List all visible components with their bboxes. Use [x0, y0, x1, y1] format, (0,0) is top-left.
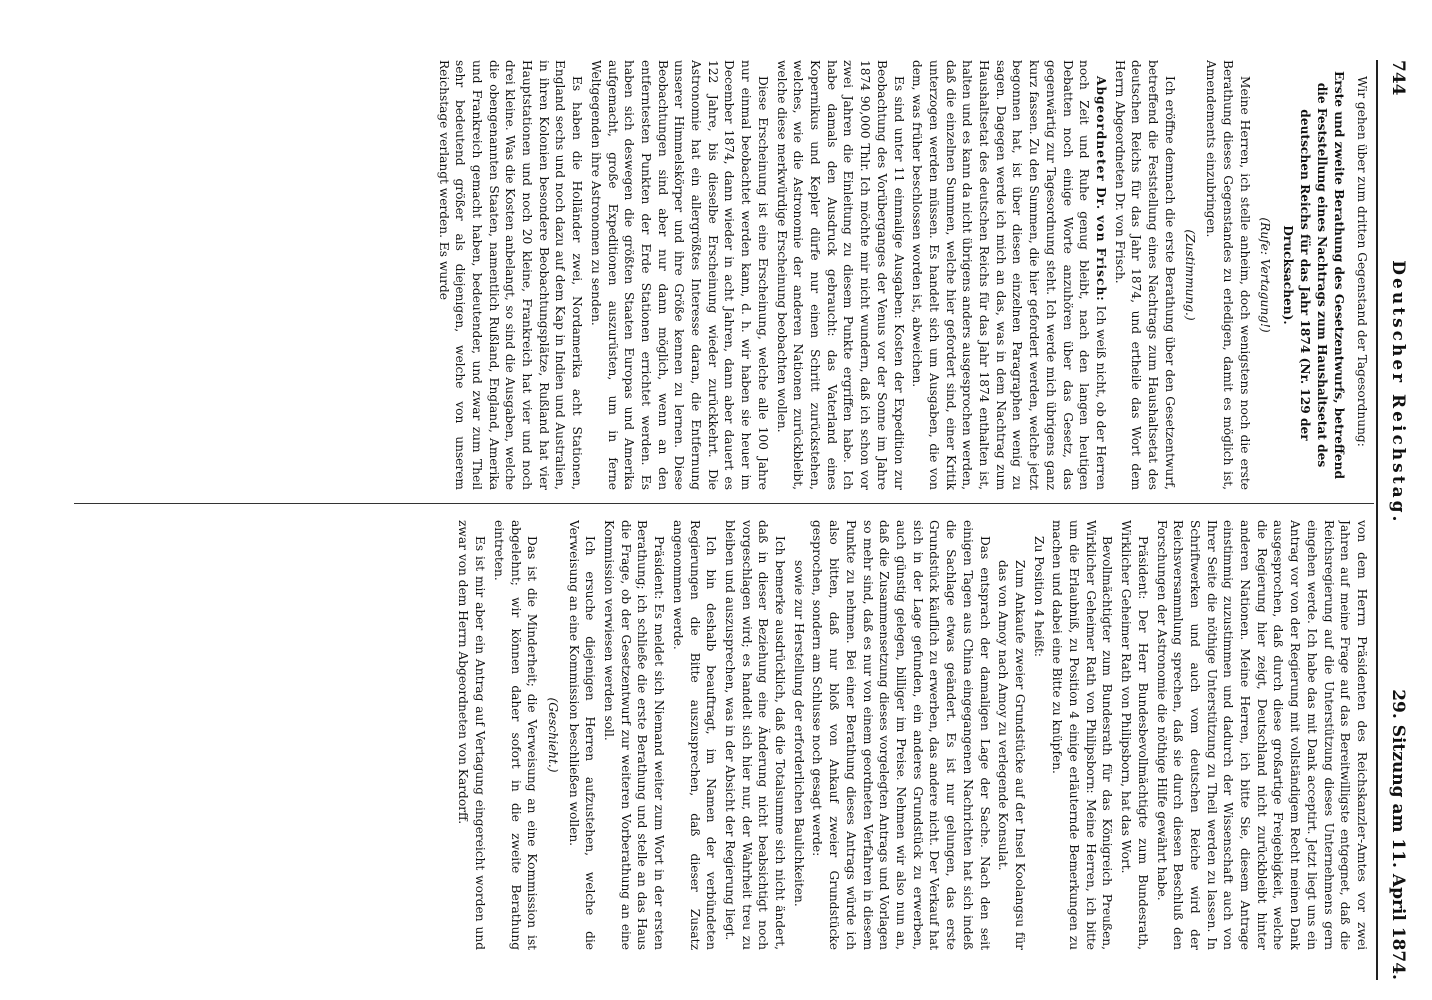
column-divider: [74, 503, 1374, 504]
paragraph: Ich ersuche diejenigen Herren aufzustehen, welche die Verweisung an eine Kommission beschließen wollen.: [566, 520, 598, 950]
paragraph: Ich bemerke ausdrücklich, daß die Totalsumme sich nicht ändert, daß in dieser Beziehung eine Änderung nicht beabsichtigt noch vorgeschlagen wird; es handelt sich hier nur, der Wahrheit treu zu bleiben und auszusprechen, was in der Absicht der Regierung liegt.: [722, 520, 788, 950]
paragraph: Es haben die Holländer zwei, Nordamerika acht Stationen, England sechs und noch dazu auf dem Kap in Indien und Australien, in ihren Kolonien besondere Beobachtungsplätze, Rußland hat vier Hauptstationen und noch 20 kleine, Frankreich hat vier und noch drei kleine. Was die Kosten anbelangt, so sind die Ausgaben, welche die obengenannten Staaten, namentlich Rußland, England, Amerika und Frankreich gemacht haben, bedeutender, und zwar zum Theil sehr bedeutend größer als diejenigen, welche von unserem Reichstage verlangt werden. Es wurde: [436, 60, 585, 490]
paragraph: Präsident: Der Herr Bundesbevollmächtigte zum Bundesrath, Wirklicher Geheimer Rath von Philipsborn, hat das Wort.: [1119, 520, 1150, 950]
paragraph: von dem Herrn Präsidenten des Reichskanzler-Amtes vor zwei Jahren auf meine Frage auf das Bereitwilligste entgegnet, daß die Reichsregierung auf die Unterstützung dieses Unternehmens gern eingehen werde. Ich habe das mit Dank acceptirt. Jetzt liegt uns ein Antrag vor von der Regierung mit vollständigem Recht meinen Dank ausgesprochen, daß durch diese großartige Freigebigkeit, welche die Regierung hier zeigt, Deutschland nicht zurückbleibt hinter anderen Nationen. Meine Herren, ich bitte Sie, diesem Antrage einstimmig zuzustimmen und dadurch der Wissenschaft auch von Ihrer Seite die nöthige Unterstützung zu Theil werden zu lassen. In Schriftwerken und auch vom deutschen Reiche wird der Reichsversammlung sprechen, daß sie durch diesen Beschluß den Forschungen der Astronomie die nöthige Hilfe gewährt habe.: [1154, 520, 1369, 950]
paragraph: Präsident: Es meldet sich Niemand weiter zum Wort in der ersten Berathung; ich schließe die erste Berathung und stelle an das Haus die Frage, ob der Gesetzentwurf zur weiteren Vorberathung an eine Kommission verwiesen werden soll.: [602, 520, 667, 950]
paragraph: Diese Erscheinung ist eine Erscheinung, welche alle 100 Jahre nur einmal beobachtet werden kann, d. h. wir haben sie heuer im December 1874, dann wieder in acht Jahren, dann aber dauert es 122 Jahre, bis dieselbe Erscheinung wieder zurückkehrt. Die Astronomie hat ein allergrößtes Interesse daran, die Entfernung unserer Himmelskörper und ihre Größe kennen zu lernen. Diese Beobachtungen sind aber nur dann möglich, wenn an den entferntesten Punkten der Erde Stationen errichtet werden. Es haben sich deswegen die größten Staaten Europas und Amerika aufgemacht, große Expeditionen auszurüsten, um in ferne Weltgegenden ihre Astronomen zu senden.: [588, 60, 770, 490]
paragraph: Das ist die Minderheit; die Verweisung an eine Kommission ist abgelehnt; wir können daher sofort in die zweite Berathung eintreten.: [491, 520, 540, 950]
paragraph: Bevollmächtigter zum Bundesrath für das Königreich Preußen, Wirklicher Geheimer Rath von Philipsborn: Meine Herren, ich bitte um die Erlaubniß, zu Position 4 einige erläuternde Bemerkungen zu machen und dabei eine Bitte zu knüpfen.: [1050, 520, 1115, 950]
agenda-item-title: Erste und zweite Berathung des Gesetzentwurfs, betreffend die Feststellung eines Nachtrags zum Haushaltsetat des deutschen Reichs für das Jahr 1874 (Nr. 129 der Drucksachen).: [1281, 71, 1347, 479]
interjection: (Rufe: Vertagung!): [1258, 217, 1273, 333]
quoted-addition: sowie zur Herstellung der erforderlichen Baulichkeiten.: [791, 560, 806, 907]
paragraph: Das entsprach der damaligen Lage der Sache. Nach den seit einigen Tagen aus China eingegangenen Nachrichten hat sich indeß die Sachlage etwas geändert. Es ist nur gelungen, das erste Grundstück käuflich zu erwerben, das andere nicht. Der Verkauf hat sich in der Lage gefunden, ein anderes Grundstück zu erwerben, auch günstig gelegen, billiger im Preise. Nehmen wir also nun an, daß die Zusammensetzung dieses vorgelegten Antrags und Vorlagen so mehr sind, daß es nur von einem geordneten Verfahren in diesem Punkte zu nehmen. Bei einer Berathung dieses Antrags würde ich also bitten, daß nur bloß von Ankauf zweier Grundstücke gesprochen, sondern am Schlusse noch gesagt werde:: [810, 520, 992, 950]
interjection: (Zustimmung.): [1183, 229, 1198, 321]
right-column: [80, 520, 1370, 950]
session-title: 29. Sitzung am 11. April 1874.: [1388, 689, 1408, 980]
paragraph: Wir gehen über zum dritten Gegenstand der Tagesordnung:: [1355, 76, 1369, 447]
speaker-name: Abgeordneter Dr. von Frisch:: [1093, 76, 1108, 302]
interjection: (Geschieht.): [545, 697, 560, 773]
paragraph: Meine Herren, ich stelle anheim, doch wenigstens noch die erste Berathung dieses Gegenstandes zu erledigen, damit es möglich ist, Amendements einzubringen.: [1204, 60, 1252, 490]
paragraph: Ich eröffne demnach die erste Berathung über den Gesetzentwurf, betreffend die Feststellung eines Nachtrags zum Haushaltsetat des deutschen Reichs für das Jahr 1874, und ertheile das Wort dem Herrn Abgeordneten Dr. von Frisch.: [1112, 60, 1177, 490]
speech-text: Ich weiß nicht, ob der Herren noch Zeit und Ruhe genug bleibt, nach den langen heutigen Debatten noch einige Worte anzuhören über das Gesetz, das gegenwärtig zur Tagesordnung steht. Ich werde mich übrigens ganz kurz fassen. Zu den Summen, die hier gefordert werden, welche jetzt begonnen hat, ist über diesen einzelnen Paragraphen wenig zu sagen. Dagegen werde ich mich an das, was in dem Nachtrag zum Haushaltsetat des deutschen Reichs für das Jahr 1874 enthalten ist, halten und es kann da nicht übrigens anders ausgesprochen werden, daß die einzelnen Summen, welche hier gefordert sind, einer Kritik unterzogen werden müssen. Es handelt sich um Ausgaben, die von dem, was früher beschlossen worden ist, abweichen.: [910, 60, 1108, 490]
paragraph: Es ist mir aber ein Antrag auf Vertagung eingereicht worden und zwar von dem Herrn Abgeordneten von Kardorff.: [456, 520, 488, 950]
running-title: Deutscher Reichstag.: [1388, 260, 1408, 525]
quoted-position: Zum Ankaufe zweier Grundstücke auf der Insel Koolangsu für das von Amoy nach Amoy zu verlegende Konsulat.: [996, 560, 1027, 950]
page-number: 744: [1388, 60, 1408, 96]
paragraph: Zu Position 4 heißt:: [1031, 536, 1046, 657]
left-column: [80, 60, 1370, 490]
speech: [909, 60, 1109, 490]
paragraph: Es sind unter 11 einmalige Ausgaben: Kosten der Expedition zur Beobachtung des Vorüberganges der Venus vor der Sonne im Jahre 1874 90,000 Thlr. Ich möchte mir nicht wundern, daß ich schon vor zwei Jahren die Einleitung zu diesem Punkte ergriffen habe. Ich habe damals den Ausdruck gebraucht: das Vaterland eines Kopernikus und Kepler dürfe nur einen Schritt zurückstehen, welches, wie die Astronomie der anderen Nationen zurückbleibt, welche diese merkwürdige Erscheinung beobachten wollen.: [774, 60, 906, 490]
paragraph: Ich bin deshalb beauftragt, im Namen der verbündeten Regierungen die Bitte auszusprechen, daß dieser Zusatz angenommen werde.: [670, 520, 719, 950]
page-header: [1376, 60, 1418, 980]
